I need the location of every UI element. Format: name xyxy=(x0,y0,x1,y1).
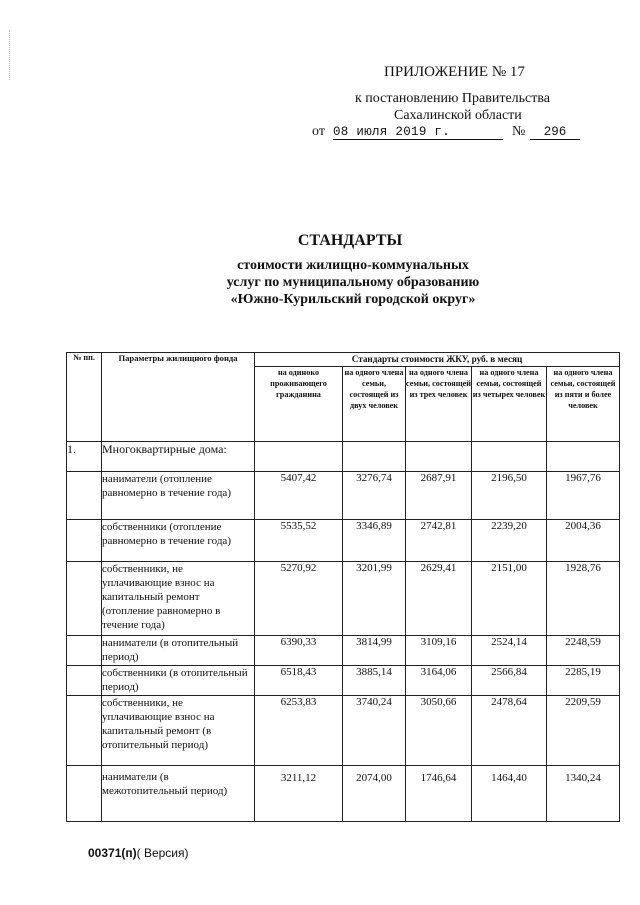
cell-value: 2524,14 xyxy=(472,636,547,666)
standards-table xyxy=(66,352,620,822)
cell-value: 2566,84 xyxy=(472,666,547,696)
number-label: № xyxy=(512,124,526,139)
cell-value: 2478,64 xyxy=(472,696,547,766)
section-row xyxy=(67,442,620,472)
cell-value: 5407,42 xyxy=(255,472,343,520)
cell-value: 2248,59 xyxy=(547,636,620,666)
decree-reference: к постановлению Правительства xyxy=(355,91,551,106)
cell-value: 3276,74 xyxy=(343,472,406,520)
cell-value: 1746,64 xyxy=(406,766,472,822)
document-subtitle-line3: «Южно-Курильский городской округ» xyxy=(230,292,476,307)
document-subtitle-line1: стоимости жилищно-коммунальных xyxy=(237,258,469,273)
row-label: собственники (отопление равномерно в течение года) xyxy=(102,520,255,562)
cell-value: 1967,76 xyxy=(547,472,620,520)
table-row xyxy=(67,636,620,666)
cell-value: 2004,36 xyxy=(547,520,620,562)
column-header-five-plus-persons: на одного члена семьи, состоящей из пяти и более человек xyxy=(547,367,620,442)
cell-value: 3885,14 xyxy=(343,666,406,696)
cell-value: 3740,24 xyxy=(343,696,406,766)
column-header-parameters: Параметры жилищного фонда xyxy=(102,353,255,442)
cell-value: 2151,00 xyxy=(472,562,547,636)
cell-value: 6518,43 xyxy=(255,666,343,696)
cell-value: 2074,00 xyxy=(343,766,406,822)
row-label: наниматели (в отопительный период) xyxy=(102,636,255,666)
cell-value: 2196,50 xyxy=(472,472,547,520)
cell-value: 6390,33 xyxy=(255,636,343,666)
cell-value: 3346,89 xyxy=(343,520,406,562)
table-row xyxy=(67,766,620,822)
column-header-four-persons: на одного члена семьи, состоящей из четырех человек xyxy=(472,367,547,442)
appendix-title: ПРИЛОЖЕНИЕ № 17 xyxy=(384,64,525,80)
row-label: наниматели (в межотопительный период) xyxy=(102,766,255,822)
cell-value: 3109,16 xyxy=(406,636,472,666)
column-header-three-persons: на одного члена семьи, состоящей из трех человек xyxy=(406,367,472,442)
decree-date: 08 июля 2019 г. xyxy=(333,125,503,140)
table-row xyxy=(67,472,620,520)
decree-number: 296 xyxy=(530,125,580,140)
cell-value: 1464,40 xyxy=(472,766,547,822)
document-subtitle-line2: услуг по муниципальному образованию xyxy=(226,275,480,290)
cell-value: 3201,99 xyxy=(343,562,406,636)
cell-value: 2687,91 xyxy=(406,472,472,520)
cell-value: 3164,06 xyxy=(406,666,472,696)
cell-value: 5535,52 xyxy=(255,520,343,562)
date-label: от xyxy=(312,124,325,139)
footer-version: ( Версия) xyxy=(136,846,189,860)
cell-value: 2629,41 xyxy=(406,562,472,636)
table-row xyxy=(67,562,620,636)
table-row xyxy=(67,520,620,562)
section-label: Многоквартирные дома: xyxy=(102,442,255,472)
column-header-two-persons: на одного члена семьи, состоящей из двух человек xyxy=(343,367,406,442)
margin-mark xyxy=(9,30,12,80)
footer-document-code: 00371(п) xyxy=(88,846,137,860)
cell-value: 3211,12 xyxy=(255,766,343,822)
cell-value: 5270,92 xyxy=(255,562,343,636)
row-label: собственники (в отопительный период) xyxy=(102,666,255,696)
cell-value: 2285,19 xyxy=(547,666,620,696)
cell-value: 3814,99 xyxy=(343,636,406,666)
cell-value: 6253,83 xyxy=(255,696,343,766)
section-number: 1. xyxy=(67,442,102,472)
cell-value: 3050,66 xyxy=(406,696,472,766)
region-name: Сахалинской области xyxy=(394,108,522,123)
row-label: собственники, не уплачивающие взнос на капитальный ремонт (в отопительный период) xyxy=(102,696,255,766)
row-label: собственники, не уплачивающие взнос на капитальный ремонт (отопление равномерно в течение года) xyxy=(102,562,255,636)
column-header-number: № пп. xyxy=(67,353,102,442)
cell-value: 1340,24 xyxy=(547,766,620,822)
table-row xyxy=(67,696,620,766)
column-group-header: Стандарты стоимости ЖКУ, руб. в месяц xyxy=(255,353,620,367)
row-label: наниматели (отопление равномерно в течение года) xyxy=(102,472,255,520)
document-title: СТАНДАРТЫ xyxy=(297,232,403,249)
footer-code xyxy=(88,846,189,860)
table-row xyxy=(67,666,620,696)
cell-value: 1928,76 xyxy=(547,562,620,636)
cell-value: 2742,81 xyxy=(406,520,472,562)
column-header-single: на одиноко проживающего гражданина xyxy=(255,367,343,442)
cell-value: 2239,20 xyxy=(472,520,547,562)
cell-value: 2209,59 xyxy=(547,696,620,766)
